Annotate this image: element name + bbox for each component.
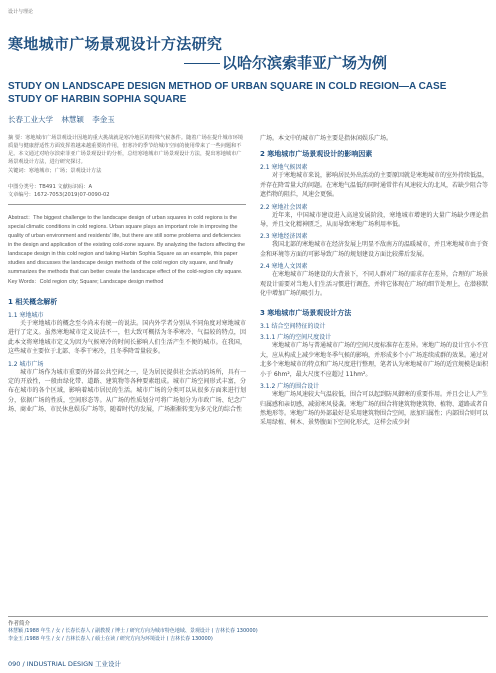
article-title: 寒地城市广场景观设计方法研究	[8, 35, 223, 53]
section-heading-2: 2 寒地城市广场景观设计的影响因素	[260, 150, 373, 159]
paragraph-1-1: 关于寒地城市的概念至今尚未有统一的说法。国内外学者分别从不同角度对寒地城市进行了定义。虽然寒地城市定义说法不一，但大致可概括为冬季寒冷、气温较的特点，因此本文将寒地城市定义为因为气候寒冷的时间长影响人们生活产生不便的城市。在我国，这些城市主要位于北部、冬季干寒冷，且冬季降雪量较多。	[8, 320, 246, 356]
classification-meta	[8, 183, 246, 199]
section-heading-3: 3 寒地城市广场景观设计方法	[260, 309, 352, 318]
subsection-heading-1-2: 1.2 城市广场	[8, 360, 44, 368]
author-bio-1: 林慧颖 /1988 年生 / 女 / 长春长春人 / 副教授 / 博士 / 研究方向为城市特色地域、景观设计 ( 吉林长春 130000)	[8, 628, 258, 634]
subsection-heading-2-1: 2.1 寒地气候因素	[260, 164, 308, 172]
keywords-cn: 关键词：寒地城市；广场；景观设计方法	[8, 168, 102, 174]
abstract-en: Abstract：The biggest challenge to the landscape design of urban squares in cold regions is the special climatic conditions in cold regions. Urban square plays an important role in improving the quality of urban environment and residents' life, but there are still some problems and deficiencies in the design and application of the existing cold-zone square. By analyzing the factors affecting the landscape design in this cold region and taking Harbin Sophia Square as an example, this paper studies and discusses the landscape design methods of the cold region city square, and finally summarizes the methods that can better create the landscape effect of the cold-region city square.	[8, 215, 245, 275]
author-line: 长春工业大学 林慧颖 李金玉	[8, 115, 115, 124]
paragraph-2-2: 近年来，中国城市建设进入高速发展阶段，寒地城市增建的大量广场缺少理论指导，并且文化精神匮乏，从而导致寒地广场利用率低。	[260, 211, 488, 229]
article-subtitle-text: 以哈尔滨索菲亚广场为例	[222, 54, 388, 72]
left-column	[8, 134, 246, 415]
subsection-heading-3-1-2: 3.1.2 广场的围合设计	[260, 383, 320, 391]
subsection-heading-2-2: 2.2 寒地社会因素	[260, 203, 308, 211]
section-heading-1: 1 相关概念解析	[8, 298, 58, 306]
subtitle-dash	[184, 63, 220, 64]
author-bio-footer	[8, 616, 488, 643]
article-number-line: 文章编号：1672-7053(2019)07-0090-02	[8, 192, 110, 198]
subsection-heading-3-1-1: 3.1.1 广场的空间尺度设计	[260, 334, 332, 342]
paragraph-3-1-2: 寒地广场风速较大气温较低，围合可以起到防风御寒的重要作用。并且会让人产生归属感和亲切感，减弱寒风侵袭。寒地广场的围合将建筑物建筑物、植物、道路或者自然地形等。寒地广场的外部最好是采用建筑物围合空间，底加归属性；内部围合则可以采用绿植、树木、景势腹面下空间化形式，这样会成少封	[260, 391, 489, 427]
keywords-en: Key Words：Cold region city; Square; Landscape design method	[8, 279, 164, 285]
article-subtitle	[184, 52, 387, 73]
classification-line: 中图分类号：TB491 文献标识码：A	[8, 184, 93, 190]
author-bio-heading: 作者简介	[8, 621, 31, 627]
abstract-cn: 摘 要：寒地城市广场景观设计因地的重大挑战就是寒冷地区的特殊气候条件。随着广场在提升城市环境质量与健康舒适性方面发挥着越来越重要的作用，但寒冷的季节给城市空间的使用带来了一些问题和不足。本文通过对哈尔滨索菲亚广场景观设计的分析，总结寒地城市广场景观设计方法，提出寒地城市广场景观设计方法，进行研究探讨。	[8, 135, 244, 165]
page-folio: 090 / INDUSTRIAL DESIGN 工业设计	[8, 660, 122, 668]
subsection-heading-2-4: 2.4 寒地人文因素	[260, 263, 308, 271]
subsection-heading-1-1: 1.1 寒地城市	[8, 312, 44, 319]
paragraph-3-1-1: 寒地城市广场与普通城市广场的空间尺度标准存在差异。寒地广场的设计宜小不宜大，应从构成上减少寒地冬季气候的影响，并形成多个小广场连续成群的效果。通过对北多个寒地城市的特点和广场尺度进行整理，笔者认为寒地城市广场的适宜规模是面积小于 6hm²，最大尺度不应超过 11hm²。	[260, 342, 489, 378]
divider	[8, 204, 246, 205]
article-title-english: STUDY ON LANDSCAPE DESIGN METHOD OF URBAN SQUARE IN COLD REGION—A CASE STUDY OF HARBIN SOPHIA SQUARE	[8, 81, 447, 105]
paragraph-2-3: 我国北部的寒地城市在经济发展上明显不敌南方的温暖城市，并且寒地城市由于资金和环境等方面的可影导致广场的规划建设方面比较滞后发展。	[260, 241, 489, 258]
paragraph-continued: 广场。本文中的城市广场主要是指休闲娱乐广场。	[260, 135, 393, 142]
paragraph-2-1: 对于寒地城市来说，影响居民外出活动的主要原因就是寒地城市的室外持续低温，并存在降雪量大的问题。在寒地气温低的同时通常伴有风速较大的北风，若缺少阻合等遮挡物的阻拦，风速会更强。	[260, 172, 489, 199]
subsection-heading-2-3: 2.3 寒地经济因素	[260, 233, 308, 241]
subsection-heading-3-1: 3.1 结合空间特征的设计	[260, 323, 326, 331]
right-column	[260, 134, 488, 428]
author-bio-2: 李金玉 /1988 年生 / 女 / 吉林长春人 / 硕士在读 / 研究方向为环境设计 ( 吉林长春 130000)	[8, 636, 213, 642]
section-tag: 设计与理论	[8, 9, 34, 15]
paragraph-2-4: 在寒地城市广场建设的大背景下，不同人群对广场的需求存在差异，合理的广场景观设计需要对当地人们生活习惯进行调查，并将它体现在广场的细节处理上，在潜移默化中增加广场的吸引力。	[260, 271, 489, 298]
paragraph-1-2: 城市广场作为城市重要的外部公共空间之一，是为居民提供社会活动的场所，具有一定的开放性，一般由绿化带、道路、建筑物等各种要素组成。城市广场空间形式丰富，分布在城市的各个区域，影响着城市居民的生活。城市广场的分类可以从很多方面来进行划分，依据广场的性质，空间形态等。从广场的性质划分可将广场划分为市政广场、纪念广场、商业广场、市民休息娱乐广场等，随着时代的发展，广场渐渐转变为多元化的综合性	[8, 368, 246, 414]
